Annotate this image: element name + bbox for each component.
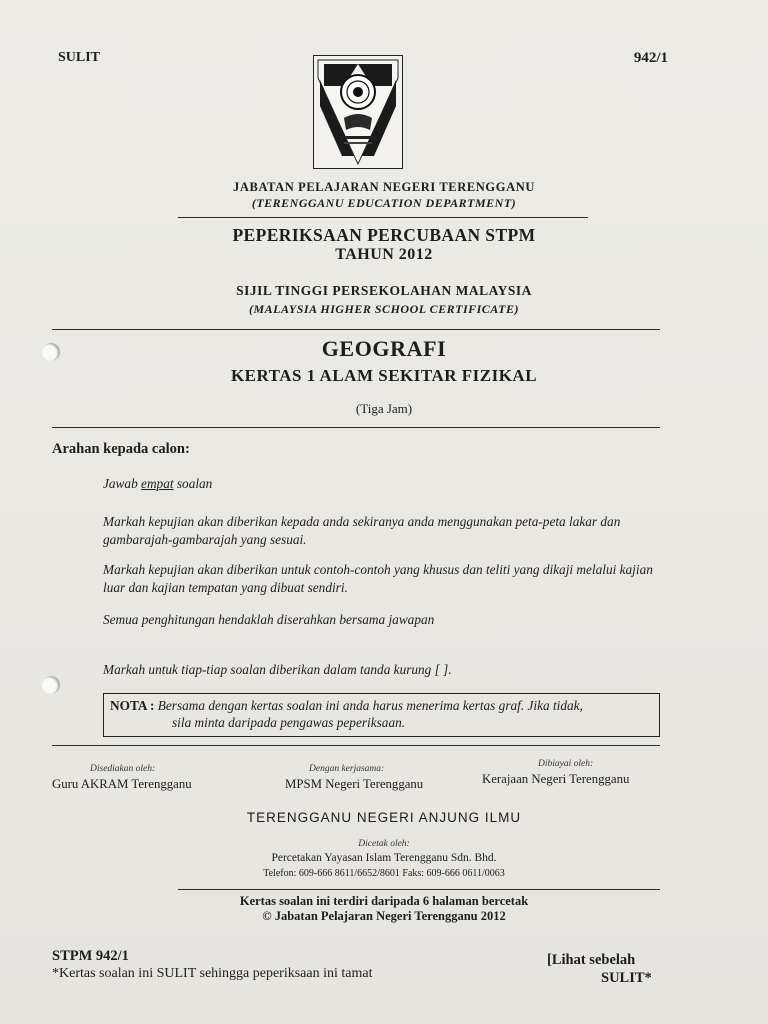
divider <box>178 217 588 218</box>
copyright-notice: © Jabatan Pelajaran Negeri Terengganu 2012 <box>262 909 506 923</box>
paper-code-top: 942/1 <box>633 50 668 66</box>
footer-confidential-note: *Kertas soalan ini SULIT sehingga peperiksaan ini tamat <box>52 966 373 981</box>
certificate-name-english: (MALAYSIA HIGHER SCHOOL CERTIFICATE) <box>249 302 519 316</box>
paper-title: KERTAS 1 ALAM SEKITAR FIZIKAL <box>230 366 538 385</box>
divider <box>178 889 660 890</box>
collaboration-with: MPSM Negeri Terengganu <box>285 777 424 791</box>
collaboration-label: Dengan kerjasama: <box>309 764 385 774</box>
instruction-item: Semua penghitungan hendaklah diserahkan bersama jawapan <box>103 612 435 627</box>
prepared-by-label: Disediakan oleh: <box>90 764 156 774</box>
divider <box>52 745 660 746</box>
subject-name: GEOGRAFI <box>321 336 447 361</box>
printer-label: Dicetak oleh: <box>358 839 410 849</box>
funded-by: Kerajaan Negeri Terengganu <box>482 772 630 786</box>
footer-paper-code: STPM 942/1 <box>52 948 129 964</box>
state-crest-icon <box>313 55 403 169</box>
exam-duration: (Tiga Jam) <box>355 401 413 416</box>
certificate-name: SIJIL TINGGI PERSEKOLAHAN MALAYSIA <box>236 283 532 298</box>
divider <box>52 427 660 428</box>
answer-count: empat <box>141 476 174 491</box>
instructions-heading: Arahan kepada calon: <box>52 441 190 457</box>
instruction-answer-count: Jawab empat soalan <box>103 476 213 491</box>
see-next-page: [Lihat sebelah <box>547 952 636 968</box>
funded-by-label: Dibiayai oleh: <box>538 759 594 769</box>
state-motto: TERENGGANU NEGERI ANJUNG ILMU <box>246 810 522 825</box>
punch-hole <box>42 676 60 694</box>
divider <box>52 329 660 330</box>
instruction-item: Markah untuk tiap-tiap soalan diberikan dalam tanda kurung [ ]. <box>103 662 452 677</box>
note-line: sila minta daripada pengawas peperiksaan. <box>172 715 406 730</box>
note-text <box>110 697 658 731</box>
instruction-item: Markah kepujian akan diberikan untuk contoh-contoh yang khusus dan teliti yang dikaji melalui kajian luar dan kajian tempatan yang dibuat sendiri. <box>103 562 653 595</box>
issuer-name: JABATAN PELAJARAN NEGERI TERENGGANU <box>233 180 535 194</box>
issuer-name-english: (TERENGGANU EDUCATION DEPARTMENT) <box>251 196 517 210</box>
classification-top: SULIT <box>58 50 101 65</box>
instruction-item: Markah kepujian akan diberikan kepada anda sekiranya anda menggunakan peta-peta lakar dan gambarajah-gambarajah yang sesuai. <box>103 514 621 547</box>
note-line: Bersama dengan kertas soalan ini anda harus menerima kertas graf. Jika tidak, <box>157 698 583 713</box>
page-count-info: Kertas soalan ini terdiri daripada 6 halaman bercetak <box>239 894 529 908</box>
exam-title: PEPERIKSAAN PERCUBAAN STPM <box>232 225 536 245</box>
printer-name: Percetakan Yayasan Islam Terengganu Sdn. Bhd. <box>271 852 497 864</box>
prepared-by: Guru AKRAM Terengganu <box>52 777 192 791</box>
note-label: NOTA : <box>110 698 155 713</box>
classification-bottom: SULIT* <box>601 970 652 986</box>
printer-contact: Telefon: 609-666 8611/6652/8601 Faks: 609-666 0611/0063 <box>263 868 505 879</box>
exam-year: TAHUN 2012 <box>335 246 433 263</box>
